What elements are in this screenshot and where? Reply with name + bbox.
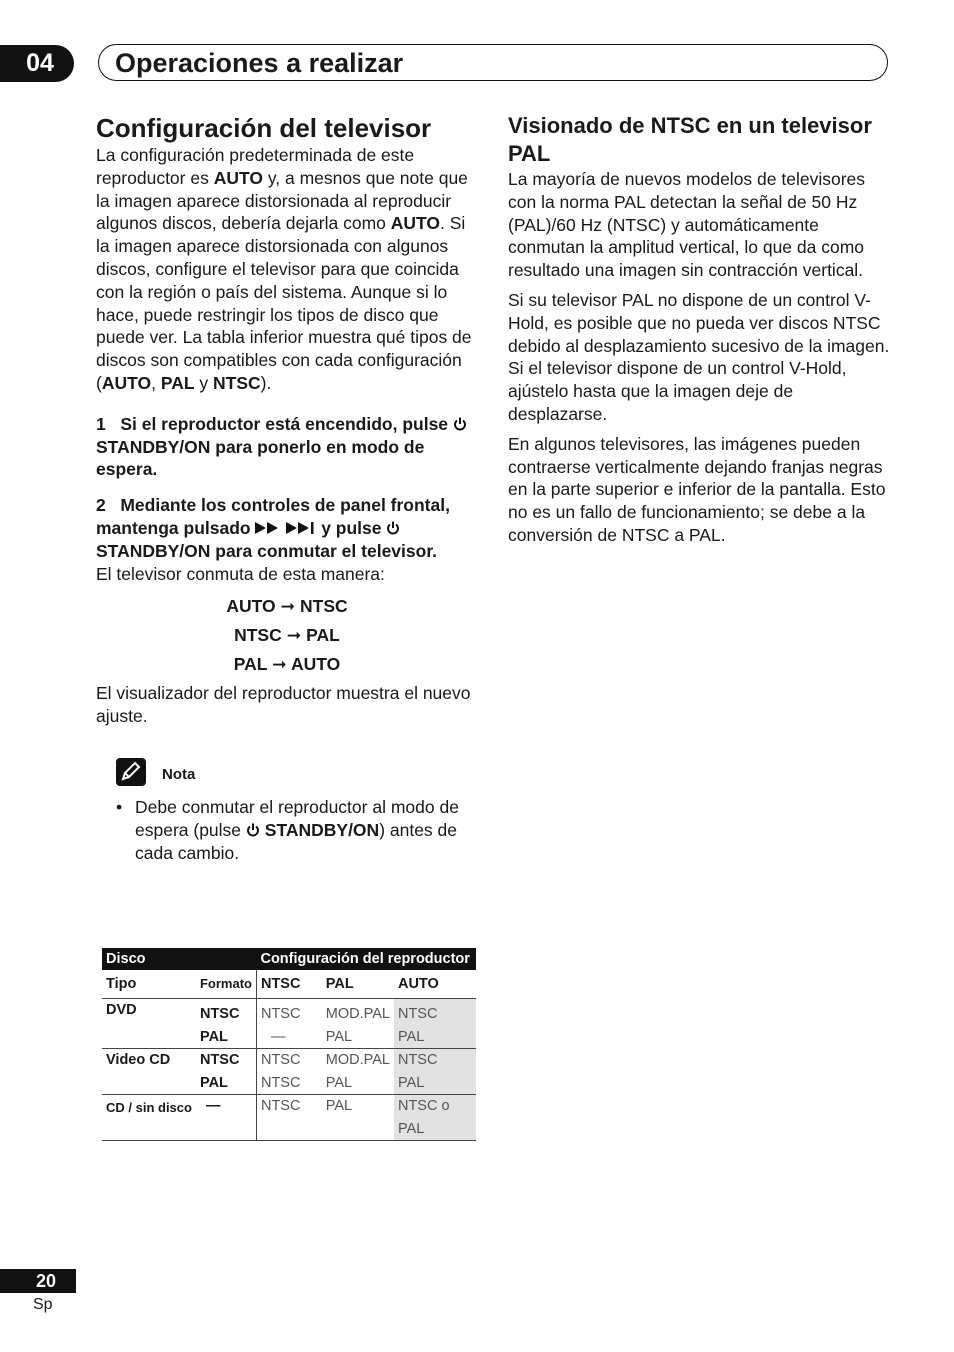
bold-term: AUTO xyxy=(213,167,263,188)
chapter-number: 04 xyxy=(26,49,54,77)
bold-term: NTSC xyxy=(213,372,261,393)
table-row: CD / sin disco — NTSC PAL NTSC o PAL xyxy=(102,1095,476,1141)
compatibility-table xyxy=(102,948,476,1141)
text-run: , xyxy=(151,372,161,393)
step-text: y pulse xyxy=(316,517,387,538)
chapter-number-tab xyxy=(0,45,74,82)
power-icon xyxy=(386,521,400,535)
step-text: Si el reproductor está encendido, pulse xyxy=(120,413,453,434)
intro-paragraph xyxy=(96,144,478,395)
step-1 xyxy=(96,413,478,481)
power-icon xyxy=(246,823,260,837)
arrow-right-icon: ➞ xyxy=(272,654,287,675)
text-run: ). xyxy=(260,372,272,393)
step-2-note: El televisor conmuta de esta manera: xyxy=(96,563,385,584)
table-row: PAL — PAL PAL xyxy=(102,1026,476,1049)
sequence-item: NTSC ➞ PAL xyxy=(234,625,340,646)
chapter-title: Operaciones a realizar xyxy=(115,48,404,78)
bold-term: PAL xyxy=(160,372,195,393)
display-note: El visualizador del reproductor muestra el nuevo ajuste. xyxy=(96,683,471,727)
table-header-row xyxy=(102,948,476,970)
arrow-right-icon: ➞ xyxy=(286,625,302,646)
right-column xyxy=(508,112,893,547)
switch-sequence xyxy=(96,592,478,679)
step-text: Mediante los controles de panel frontal, mantenga pulsado xyxy=(96,495,450,538)
left-column xyxy=(96,112,478,864)
sequence-item: PAL ➞ AUTO xyxy=(233,654,341,675)
header-disc: Disco xyxy=(102,948,256,970)
section-title: Configuración del televisor xyxy=(96,113,432,143)
bold-term: AUTO xyxy=(390,213,441,234)
page-number: 20 xyxy=(0,1269,76,1293)
language-code: Sp xyxy=(33,1296,53,1313)
power-icon xyxy=(453,417,467,431)
step-number: 2 xyxy=(96,495,106,516)
arrow-right-icon: ➞ xyxy=(280,596,296,617)
bold-term: AUTO xyxy=(101,372,152,393)
note-header xyxy=(96,758,478,790)
sequence-item: AUTO ➞ NTSC xyxy=(226,596,348,617)
col-format: Formato xyxy=(196,970,257,999)
skip-next-icon xyxy=(286,522,316,534)
paragraph: Si su televisor PAL no dispone de un control V-Hold, es posible que no pueda ver discos NTSC debido al desplazamiento sucesivo de la imagen. Si el televisor dispone de un control V-Hold, ajústelo hasta que la imagen deje de desplazarse. xyxy=(508,289,890,424)
section-title: Visionado de NTSC en un televisor PAL xyxy=(508,113,872,166)
paragraph: La mayoría de nuevos modelos de televisores con la norma PAL detectan la señal de 50 Hz (PAL)/60 Hz (NTSC) y automáticamente conmutan la amplitud vertical, lo que da como resultado una imagen sin contracción vertical. xyxy=(508,169,866,281)
step-number: 1 xyxy=(96,413,106,434)
note-bullet: • Debe conmutar el reproductor al modo de espera (pulse STANDBY/ON) antes de cada cambio. xyxy=(96,796,478,864)
table-subheader-row xyxy=(102,970,476,999)
header-config: Configuración del reproductor xyxy=(256,948,476,970)
col-ntsc: NTSC xyxy=(256,970,321,999)
col-pal: PAL xyxy=(322,970,394,999)
step-text: STANDBY/ON para conmutar el televisor. xyxy=(96,540,438,561)
pencil-icon xyxy=(116,758,146,786)
step-text: STANDBY/ON para ponerlo en modo de espera. xyxy=(96,436,425,480)
table-row: PAL NTSC PAL PAL xyxy=(102,1072,476,1095)
note-label: Nota xyxy=(162,765,196,783)
col-type: Tipo xyxy=(102,970,196,999)
text-run: La configuración predeterminada de este reproductor es xyxy=(96,145,415,188)
col-auto: AUTO xyxy=(394,970,476,999)
text-run: y xyxy=(194,372,214,393)
table-row: DVD NTSC NTSC MOD.PAL NTSC xyxy=(102,999,476,1026)
paragraph: En algunos televisores, las imágenes pueden contraerse verticalmente dejando franjas negras en la parte superior e inferior de la pantalla. Esto no es un fallo de funcionamiento; se debe a la conversión de NTSC a PAL. xyxy=(508,433,886,545)
text-run: . Si la imagen aparece distorsionada con algunos discos, configure el televisor para que coincida con la región o país del sistema. Aunque si lo hace, puede restringir los tipos de disco que puede ver. La tabla inferior muestra qué tipos de discos son compatibles con cada configuración ( xyxy=(96,213,472,393)
chapter-header xyxy=(98,44,888,81)
fast-forward-icon xyxy=(255,522,281,534)
step-2 xyxy=(96,494,478,562)
text-run: y, a mesnos que note que la imagen aparece distorsionada al reproducir algunos discos, debería dejarla como xyxy=(96,167,468,234)
table-row: Video CD NTSC NTSC MOD.PAL NTSC xyxy=(102,1049,476,1072)
